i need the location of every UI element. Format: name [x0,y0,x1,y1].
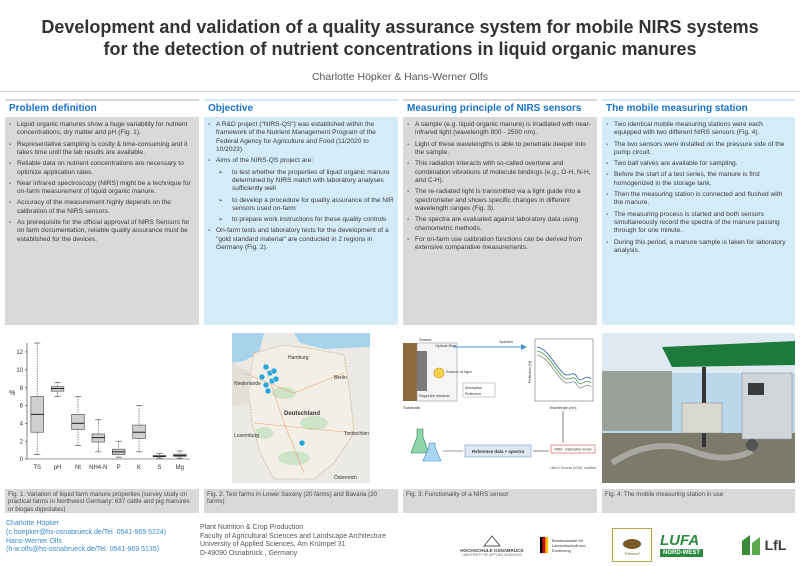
list-item: ▪ During this period, a manure sample is taken for laboratory analysis. [606,239,791,256]
box-K [133,405,146,451]
list-subitem: ➢ to prepare work instructions for these quality controls [208,216,394,224]
lufa-logo-subtext: NORD-WEST [660,549,703,557]
x-tick-labels [33,465,184,471]
list-item: ▪ The spectra are evaluated against laboratory data using chemometric methods. [407,216,593,233]
label-sensor: Sensor [419,337,432,342]
list-item: ▪ For on-farm use calibration functions can be derived from extensive comparative measurements. [407,236,593,253]
y-ticks [16,350,27,463]
y-tick-label: 8 [19,385,23,392]
list-item: ▪ A R&D project ("NIRS-QS") was established within the framework of the Nutrient Management Program of the Federal Agency for Agriculture and Food (11/2020 to 10/2023). [208,121,394,155]
y-tick-label: 0 [19,457,23,464]
hochschule-logo-icon [482,534,502,548]
building [602,371,672,431]
x-tick-label: NH4-N [89,465,108,471]
box-Nt [72,397,85,446]
sapphire-window [417,351,427,391]
ble-logo-line-2: Landwirtschaft und Ernährung [552,542,586,553]
list-item: ▪ Aims of the NIRS-QS project are: [208,157,394,165]
institution-line: University of Applied Sciences, Am Krümpel 31 [200,541,346,549]
principle-heading: Measuring principle of NIRS sensors [403,101,597,117]
list-item: ▪ The re-radiated light is transmitted via a light guide into a spectrometer and shows specific changes in different wavelength ranges (Fig. 3). [407,188,593,213]
figure-3-credit: Liebl & Thomas (2018), modified [549,466,597,470]
contact-name-1: Charlotte Höpker [6,520,59,527]
ble-logo-text [552,538,600,553]
y-axis-label: % [9,390,16,397]
map-label-berlin: Berlin [334,375,347,381]
spectrum-plot-frame [535,339,593,401]
poster-title [0,16,800,60]
label-substrate: Substrate [403,405,421,410]
list-item: ▪ Two ball valves are available for sampling. [606,160,791,168]
x-tick-label: P [116,465,121,471]
label-reflection: Reflection [465,392,481,396]
x-tick-label: S [157,465,162,471]
label-model: NIRS - Estimation model [554,447,592,452]
problem-list [9,121,195,244]
box-Mg [173,451,186,458]
objective-panel [204,99,398,325]
map-label-luxembourg: Luxemburg [234,433,260,439]
header-divider [0,91,800,92]
trailer-wheel [746,439,758,451]
y-tick-label: 6 [19,403,23,410]
lfl-logo-text: LfL [764,537,787,553]
label-absorption: Absorption [465,386,483,390]
figure-1-boxplot [5,333,199,483]
y-tick-label: 2 [19,439,23,446]
figure-1-caption: Fig. 1: Variation of liquid farm manure properties (survey study on practical farms in Northwest Germany: 637 cattle and pig manures or biogas digestates) [5,489,199,513]
objective-heading: Objective [204,101,398,117]
lufa-logo [660,528,726,562]
station-heading: The mobile measuring station [602,101,795,117]
authors: Charlotte Höpker & Hans-Werner Olfs [311,71,489,83]
y-tick-label: 10 [16,367,23,374]
list-item: ▪ This radiation interacts with so-called overtone and combination vibrations of molecule bindings (e.g., O-H, N-H, and C-H). [407,160,593,185]
measuring-cabinet [742,373,792,439]
label-window: Sapphire window [419,393,450,398]
iqr-box [72,414,85,429]
arrow-icon [521,344,527,350]
list-subitem: ➢ to develop a procedure for quality assurance of the NIR sensors used on-farm [208,197,394,214]
list-item: ▪ The measuring process is started and both sensors simultaneously record the spectra of the manure passing through for one minute. [606,211,791,236]
map-label-austria: Österreich [334,475,358,481]
hochschule-logo-subtext: UNIVERSITY OF APPLIED SCIENCES [462,552,522,557]
y-tick-label: 12 [16,350,23,357]
boxes [31,343,186,458]
flask-icon [411,429,429,453]
map-label-germany: Deutschland [284,411,321,417]
title-line-1: Development and validation of a quality assurance system for mobile NIRS systems [41,17,759,37]
table [682,403,722,433]
list-item: ▪ Liquid organic manures show a huge variability for nutrient concentrations, dry matter and pH (Fig. 1). [9,121,195,138]
figure-3-nirs-diagram [403,333,597,483]
title-line-2: for the detection of nutrient concentrations in liquid organic manures [103,39,697,59]
problem-definition-panel [5,99,199,325]
institution-line: Plant Nutrition & Crop Production [200,524,304,531]
spectrum-x-label: Wavelength [nm] [549,406,577,410]
hochschule-logo [455,528,529,562]
institution-line: Faculty of Agricultural Sciences and Landscape Architecture [200,532,386,540]
contact-email-1[interactable]: (c.hoepker@hs-osnabrueck.de/Tel. 0541-969 5224) [6,528,167,536]
station-list [606,121,791,255]
list-item: ▪ Then the measuring station is connected and flushed with the manure. [606,191,791,208]
map-label-netherlands: Niederlande [234,381,261,387]
map-label-czechia: Tschechien [344,431,370,437]
figure-2-caption: Fig. 2: Test farms in Lower Saxony (20 farms) and Bavaria (20 farms) [204,489,398,513]
eagle-icon [540,536,549,554]
box-TS [31,343,44,455]
box-P [112,441,125,457]
contact-name-2: Hans-Werner Olfs [6,537,62,545]
ble-logo-line-1: Bundesanstalt für [552,537,584,543]
label-optical-fibre: Optical fibre [435,343,457,348]
mobile-station-panel [602,99,795,325]
list-subitem: ➢ to test whether the properties of liquid organic manure determined by NIRS match with laboratory analyses sufficiently well [208,169,394,194]
y-tick-label: 4 [19,421,23,428]
measuring-principle-panel [403,99,597,325]
sensor-display [748,383,764,395]
list-item: ▪ Reliable data on nutrient concentrations are necessary to optimize application rates. [9,160,195,177]
lfl-logo [730,528,796,562]
hochschule-logo-text: HOCHSCHULE OSNABRÜCK [460,547,524,553]
label-source: Source of light [446,369,472,374]
box-NH4-N [92,420,105,452]
x-tick-label: K [137,465,142,471]
box-pH [51,382,64,396]
principle-list [407,121,593,253]
list-item: ▪ On-farm tests and laboratory tests for the development of a "gold standard material" are conducted in 2 regions in Germany (Fig. 2). [208,227,394,252]
box-S [153,454,166,458]
list-item: ▪ As prerequisite for the official approval of NIRS Sensors for on farm documentation, reliable quality assurance must be established for the devices. [9,219,195,244]
list-item: ▪ Two identical mobile measuring stations were each equipped with two different NIRS sensors (Fig. 4). [606,121,791,138]
trieskorf-logo [612,528,652,562]
institution-line: D-49090 Osnabrück , Germany [200,549,298,557]
list-item: ▪ A sample (e.g. liquid organic manure) is irradiated with near-infrared light (wavelength 800 - 2500 nm). [407,121,593,138]
list-item: ▪ Representative sampling is costly & time-consuming and it takes time until the lab results are available. [9,141,195,158]
list-item: ▪ Light of these wavelengths is able to penetrate deeper into the sample. [407,141,593,158]
x-tick-label: TS [33,465,42,471]
figure-2-map [204,333,398,483]
objective-list [208,121,394,253]
institution-block [200,524,386,558]
list-item: ▪ Before the start of a test series, the manure is first homogenized in the storage tank. [606,171,791,188]
problem-heading: Problem definition [5,101,199,117]
leaf-icon [740,533,762,557]
map-label-hamburg: Hamburg [288,355,309,361]
x-tick-label: pH [53,465,62,471]
spectrum-y-label: Reflection [%] [528,360,532,383]
x-tick-label: Nt [74,465,81,471]
figure-4-caption: Fig. 4: The mobile measuring station in use [602,489,795,513]
lufa-logo-text: LUFA [660,532,700,549]
list-item: ▪ Accuracy of the measurement highly depends on the calibration of the NIRS sensors. [9,199,195,216]
substrate-column [403,343,417,401]
ble-logo [540,528,600,562]
light-source-icon [434,368,444,378]
ground [602,433,795,483]
figure-4-photo [602,333,795,483]
trieskorf-logo-text: Trieskorf [624,550,640,556]
figure-3-caption: Fig. 3: Functionality of a NIRS sensor [403,489,597,513]
x-tick-label: Mg [175,465,184,471]
list-item: ▪ The two sensors were installed on the pressure side of the pump circuit. [606,141,791,158]
contact-email-2[interactable]: (h-w.olfs@hs-osnabrueck.de/Tel. 0541-969 5135) [6,546,160,554]
list-item: ▪ Near infrared spectroscopy (NIRS) might be a technique for on-farm measurement of liquid organic manure. [9,180,195,197]
cow-icon [620,535,644,551]
label-reference: Reference data + spectra [471,449,525,454]
label-spectra: Spectra [499,339,513,344]
contact-block [6,520,166,555]
